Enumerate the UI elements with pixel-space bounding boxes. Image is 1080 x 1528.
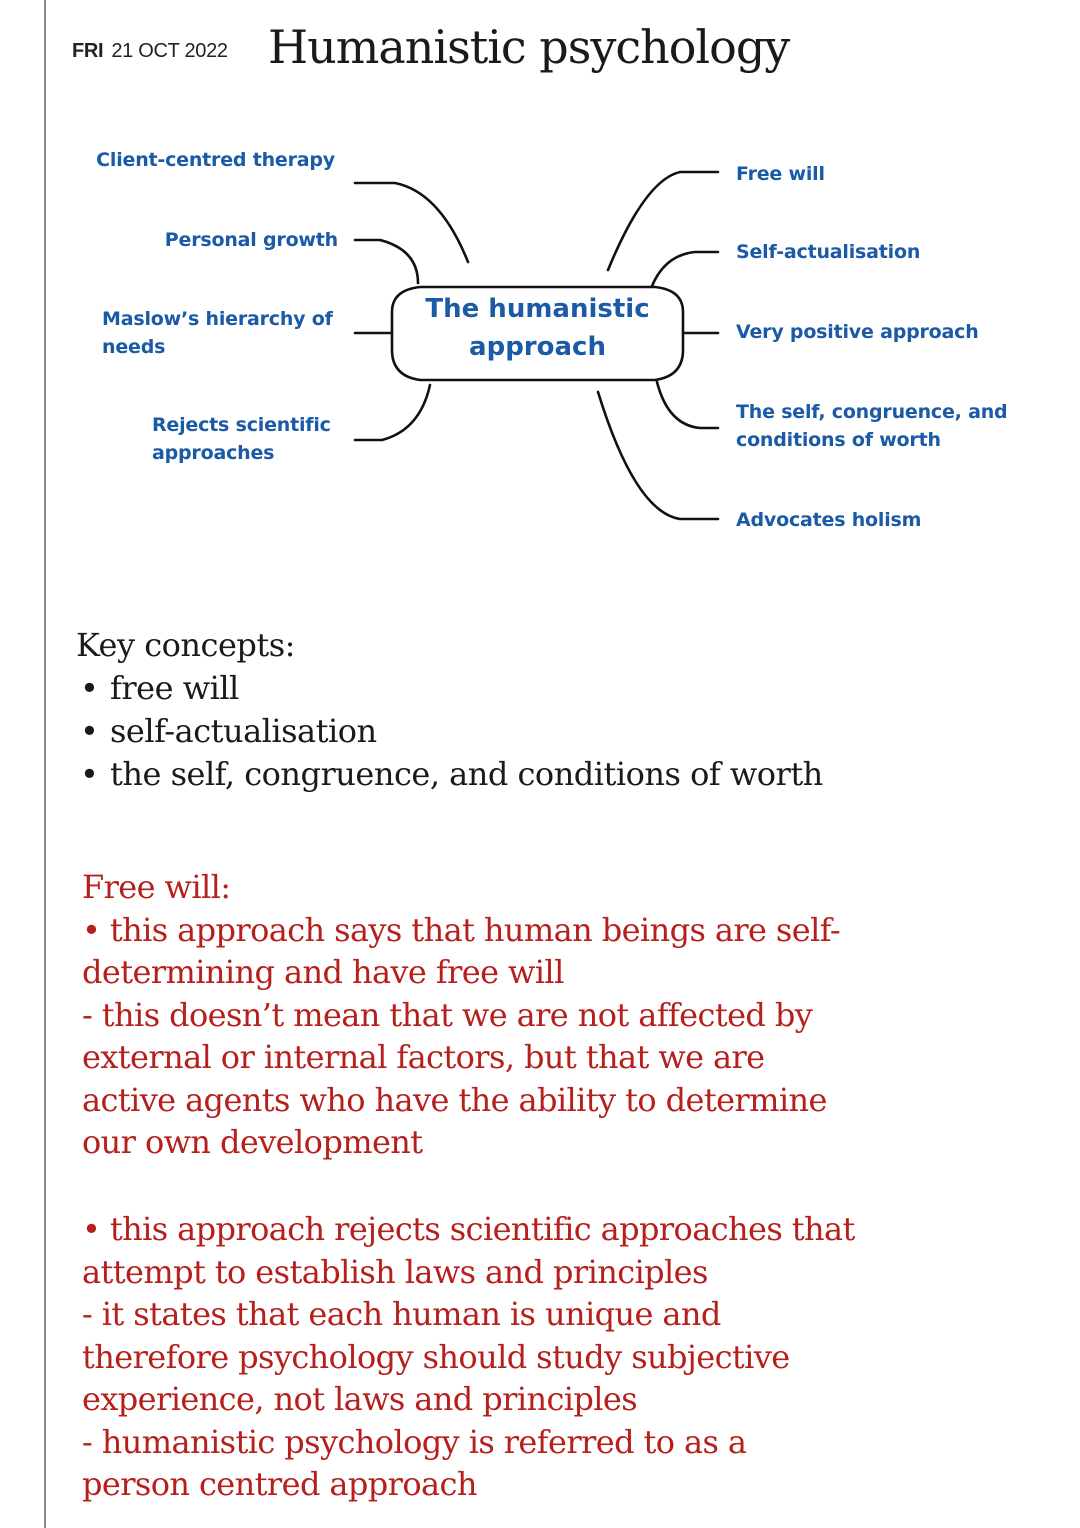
mindmap-label-self-actualisation: Self-actualisation bbox=[736, 241, 921, 263]
mindmap-label-personal-growth: Personal growth bbox=[164, 229, 338, 251]
note-line: determining and have free will bbox=[82, 953, 564, 991]
note-line: - humanistic psychology is referred to as a bbox=[82, 1422, 747, 1461]
mindmap-label-very-positive: Very positive approach bbox=[736, 321, 979, 343]
mindmap-label-free-will: Free will bbox=[736, 163, 825, 185]
note-line: • this approach rejects scientific approaches that bbox=[82, 1210, 855, 1248]
note-line: - this doesn’t mean that we are not affected by bbox=[82, 995, 813, 1034]
mindmap-label-rejects-scientific: Rejects scientific approaches bbox=[152, 414, 331, 464]
note-line: active agents who have the ability to determine bbox=[82, 1080, 827, 1119]
branch-free-will bbox=[608, 172, 718, 270]
mindmap-label-client-centred-therapy: Client-centred therapy bbox=[96, 149, 335, 171]
note-line: person centred approach bbox=[82, 1465, 477, 1503]
list-item: • the self, congruence, and conditions of worth bbox=[76, 753, 823, 796]
note-line: our own development bbox=[82, 1123, 423, 1161]
note-line: therefore psychology should study subjective bbox=[82, 1337, 790, 1376]
key-concepts-list bbox=[76, 667, 823, 796]
branch-self-actualisation bbox=[652, 252, 718, 286]
branch-personal-growth bbox=[355, 240, 418, 283]
mindmap-label-maslow: Maslow’s hierarchy of needs bbox=[102, 308, 333, 358]
branch-self-congruence bbox=[657, 382, 718, 428]
branch-rejects bbox=[355, 385, 430, 440]
note-line: experience, not laws and principles bbox=[82, 1380, 638, 1418]
day-label: FRI bbox=[72, 40, 104, 62]
mindmap-label-holism: Advocates holism bbox=[736, 509, 922, 531]
list-item: • free will bbox=[76, 667, 823, 710]
branch-holism bbox=[598, 392, 718, 519]
mindmap-center-label: The humanistic approach bbox=[425, 294, 650, 362]
key-concepts bbox=[76, 624, 823, 796]
free-will-notes-a bbox=[82, 866, 1042, 1164]
key-concepts-heading: Key concepts: bbox=[76, 626, 295, 664]
mindmap-label-self-congruence: The self, congruence, and conditions of worth bbox=[736, 401, 1008, 451]
list-item: • self-actualisation bbox=[76, 710, 823, 753]
page-title: Humanistic psychology bbox=[268, 20, 790, 74]
mindmap-lines bbox=[0, 0, 1080, 560]
note-line: attempt to establish laws and principles bbox=[82, 1252, 708, 1291]
note-line: • this approach says that human beings are self- bbox=[82, 910, 841, 949]
free-will-notes-b bbox=[82, 1208, 1042, 1506]
free-will-heading: Free will: bbox=[82, 868, 231, 906]
date-label: 21 OCT 2022 bbox=[111, 40, 228, 62]
note-line: - it states that each human is unique and bbox=[82, 1295, 721, 1333]
note-line: external or internal factors, but that we are bbox=[82, 1038, 765, 1076]
branch-client-centred bbox=[355, 183, 468, 262]
